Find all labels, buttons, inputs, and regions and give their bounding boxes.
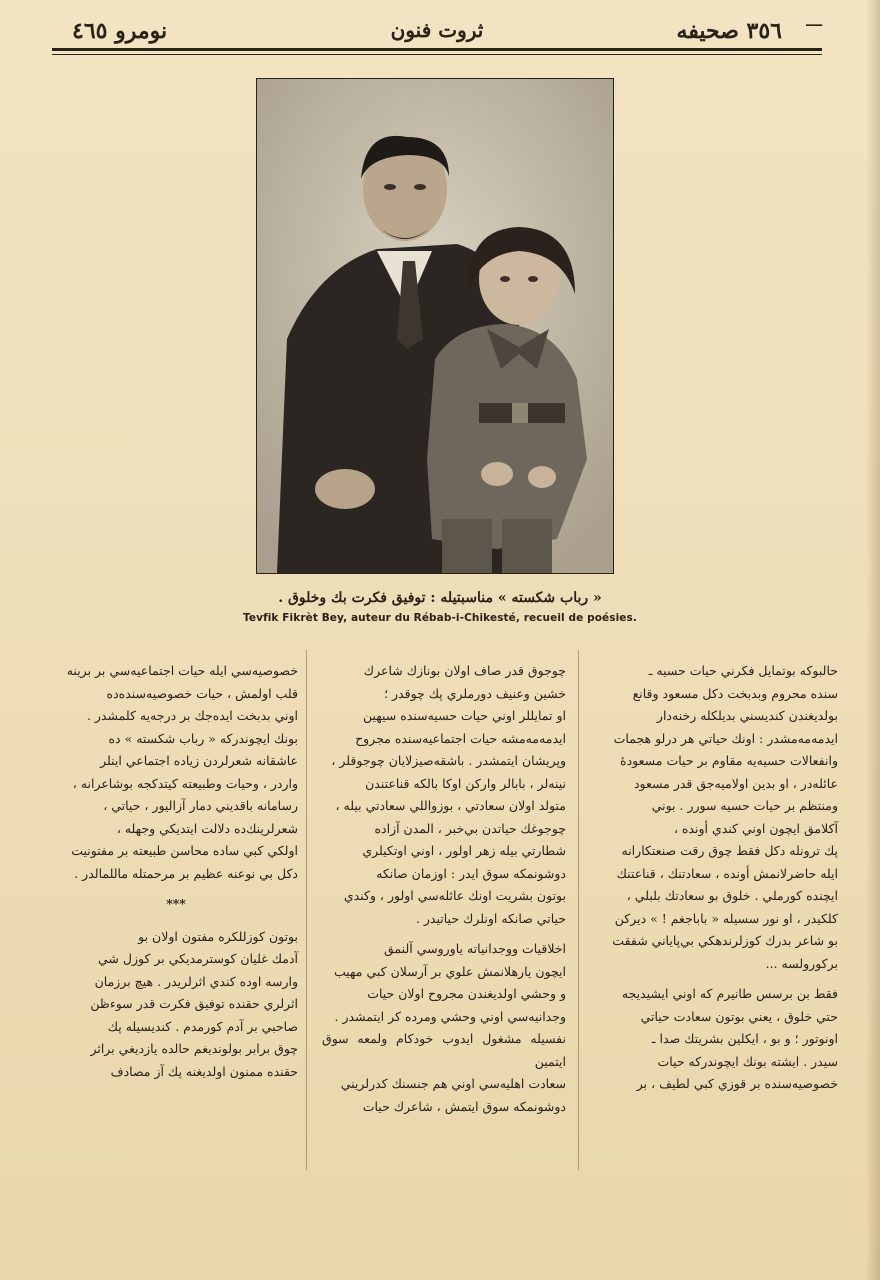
text-line: او تمايللر اوني حيات حسيه‌سنده سيهين [362, 708, 566, 723]
text-line: ايدمه‌مه‌مشه حيات اجتماعيه‌سنده مجروح [355, 730, 566, 746]
text-line: عائله‌در ، او بدين اولاميه‌جق قدر مسعود [633, 775, 838, 791]
text-line: خصوصيه‌سنده بر قوزي كبي لطيف ، بر [636, 1076, 838, 1091]
text-line: بو شاعر بدرك كوزلرندهكي بي‌پاياني شفقت [612, 933, 838, 948]
text-line: سنده محروم وبدبخت دكل مسعود وقانع [632, 685, 838, 701]
text-line: كلكيدر ، او نور سسيله « باباجغم ! » ديركن [614, 910, 838, 926]
text-line: بولديغندن كنديسني بديلكله رخنه‌دار [656, 708, 838, 723]
text-line: رسامانه باقديني دمار آزاليور ، حياتي ، [103, 798, 298, 813]
text-line: وانفعالات حسيه‌يه مقاوم بر حيات مسعودهٔ [620, 753, 838, 768]
paragraph-gap [594, 975, 838, 983]
text-line: وجدانيه‌سي اوني وحشي ومرده كر ايتمشدر . [334, 1008, 566, 1024]
text-line: آكلامق ايچون اوني كندي أونده ، [673, 820, 838, 836]
journal-title: ثروت فنون [390, 18, 484, 42]
page-number: ٣٥٦ صحيفه [676, 18, 782, 44]
paragraph-gap [322, 930, 566, 938]
text-line: وپريشان ايتمشدر . باشقه‌صيزلايان چوجوقلر ، [331, 753, 566, 768]
text-line: ايدمه‌مه‌مشدر : اونك حياتي هر درلو هجمات [613, 730, 838, 746]
text-line: چوجوق قدر صاف اولان بونازك شاعرك [363, 663, 566, 678]
text-line: بوتون بشريت اونك عائله‌سي اولور ، وكندي [343, 888, 566, 903]
text-line: حقنده ممنون اولديغنه پك آز مصادف [110, 1063, 298, 1079]
text-column-middle [322, 660, 566, 1180]
portrait-photograph [256, 78, 614, 574]
text-line: چوجوغك حياتدن بي‌خبر ، المدن آزاده [374, 820, 566, 836]
section-separator: *** [166, 896, 186, 911]
text-line: حياتي صانكه اونلرك حياتيدر . [415, 910, 566, 926]
text-line: قلب اولمش ، حيات خصوصيه‌سنده‌ده [106, 685, 298, 701]
text-column-right [594, 660, 838, 1180]
text-line: آدمك غليان كوسترمديكي بر كوزل شي [98, 951, 298, 966]
page-spine-shadow [866, 0, 880, 1280]
text-line: سيدر . ايشته بونك ايچوندركه حيات [657, 1053, 838, 1069]
header-rule-thin [52, 54, 822, 55]
text-line: متولد اولان سعادتي ، بوزواللي سعادتي بيله ، [335, 798, 566, 813]
text-line: شطارتي بيله زهر اولور ، اوني اوتكيلري [362, 843, 566, 858]
text-column-left [54, 660, 298, 1180]
text-line: فقط بن برسس طانيرم كه اوني ايشيديجه [621, 986, 838, 1001]
column-divider [578, 650, 579, 1170]
text-line: حالبوكه بوتمايل فكرني حيات حسيه ـ [648, 663, 838, 678]
text-line: اوني بدبخت ايده‌جك بر درجه‌يه كلمشدر . [86, 708, 298, 723]
text-line: بوتون كوزللكره مفتون اولان بو [138, 928, 298, 944]
corner-mark: ـــ [806, 10, 822, 31]
text-line: ومنتظم بر حيات حسيه سورر . بوني [651, 798, 838, 813]
text-line: عاشقانه شعرلردن زياده اجتماعي اينلر [100, 753, 298, 768]
text-line: حتي خلوق ، يعني بوتون سعادت حياتي [640, 1008, 838, 1024]
text-line: شعرلرينك‌ده دلالت ايتديكي وجهله ، [116, 820, 298, 836]
text-line: ايچون يارهلانمش علوي بر آرسلان كبي مهيب [334, 963, 566, 979]
text-line: چوق برابر بولونديغم حالده يازديغي براثر [90, 1041, 298, 1056]
text-line: ايچنده كورملي . خلوق بو سعادتك بلبلي ، [626, 888, 838, 903]
text-line: صاحبي بر آدم كورمدم . كنديسيله پك [107, 1018, 298, 1034]
text-line: نينه‌لر ، بابالر واركن اوكا بالكه قناعتندن [365, 775, 566, 791]
issue-number: نومرو ٤٦٥ [72, 18, 168, 44]
text-line: واردر ، وحيات وطبيعته كيتدكجه بوشاعرانه ، [72, 775, 298, 791]
text-line: اثرلري حقنده توفيق فكرت قدر سوءظن [90, 996, 298, 1011]
text-line: خشين وعنيف دورملري پك چوقدر ؛ [384, 685, 566, 701]
text-line: ايله حاضرلانمش أونده ، سعادتنك ، قناعتنك [616, 865, 838, 881]
text-line: دكل بي نوعنه عظيم بر مرحمتله ماللمالدر . [74, 865, 298, 881]
text-line: دوشونمكه سوق ايتمش ، شاعرك حيات [362, 1098, 566, 1114]
column-divider [306, 650, 307, 1170]
text-line: سعادت اهليه‌سي اوني هم جنسنك كدرلريني [340, 1076, 566, 1091]
text-line: نفسيله مشغول ايدوب خودكام ولمعه سوق ايتمين [322, 1031, 566, 1069]
text-line: و وحشي اولديغندن مجروح اولان حيات [367, 986, 566, 1001]
caption-french: Tevfik Fikrèt Bey, auteur du Rébab-i-Chikesté, recueil de poésies. [243, 612, 637, 624]
text-line: دوشونمكه سوق ايدر : اوزمان صانكه [376, 865, 566, 881]
text-line: بركورولسه ... [765, 955, 838, 971]
text-line: خصوصيه‌سي ايله حيات اجتماعيه‌سي بر برينه [66, 663, 298, 678]
text-line: بونك ايچوندركه « رباب شكسته » ده [108, 730, 298, 746]
header-rule-thick [52, 48, 822, 51]
text-line: پك ترونله دكل فقط چوق رقت صنعتكارانه [621, 843, 838, 858]
text-line: اخلاقيات ووجدانياته ياوروسي آلنمق [384, 941, 566, 956]
text-line: وارسه اوده كندي اثرلريدر . هيچ برزمان [94, 973, 298, 989]
caption-turkish: « رباب شكسته » مناسبتيله : توفيق فكرت بك وخلوق . [278, 590, 602, 606]
text-line: اونوتور ؛ و بو ، ايكلين بشريتك صدا ـ [651, 1031, 838, 1046]
portrait-illustration [257, 79, 613, 573]
text-line: اولكي كبي ساده محاسن طبيعته بر مفتونيت [71, 843, 298, 858]
